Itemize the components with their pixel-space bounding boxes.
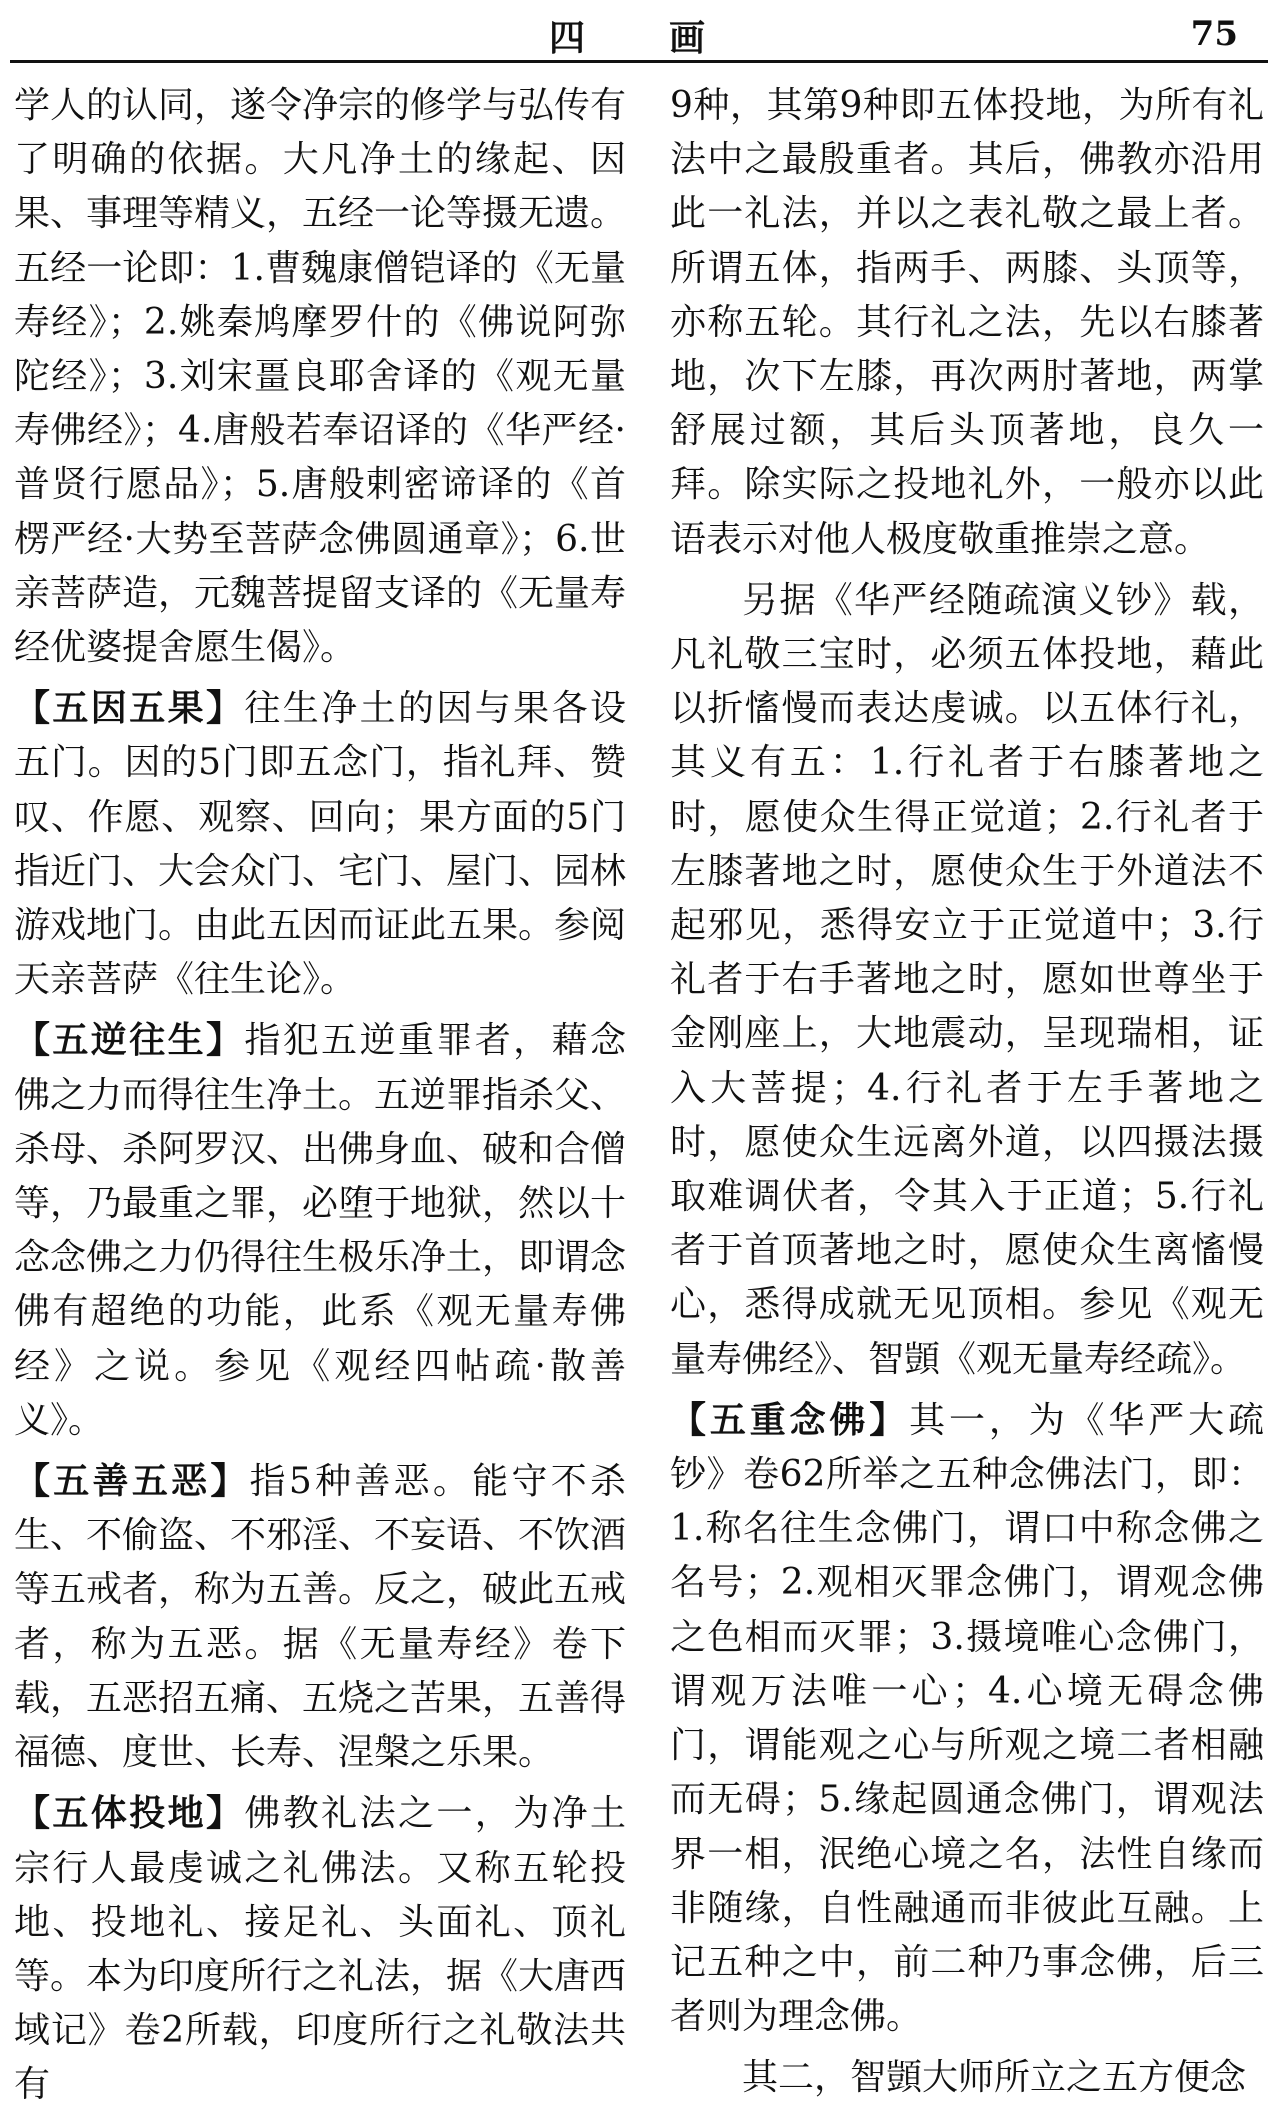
- dictionary-entry: [670, 573, 1264, 1387]
- right-column: [670, 78, 1264, 2099]
- running-head-title: 四 画: [548, 17, 729, 59]
- dictionary-entry: [14, 681, 626, 1007]
- dictionary-entry: [14, 1786, 626, 2112]
- dictionary-entry: [14, 78, 626, 675]
- entry-term: 【五体投地】: [14, 1792, 245, 1835]
- entry-term: 【五逆往生】: [14, 1019, 245, 1062]
- header-rule: [10, 60, 1268, 63]
- entry-term: 【五重念佛】: [670, 1398, 910, 1441]
- dictionary-entry: [14, 1013, 626, 1448]
- entry-text: 另据《华严经随疏演义钞》载，凡礼敬三宝时，必须五体投地，藉此以折慉慢而表达虔诚。以五体行礼，其义有五：1.行礼者于右膝著地之时，愿使众生得正觉道；2.行礼者于左膝著地之时，愿使众生于外道法不起邪见，悉得安立于正觉道中；3.行礼者于右手著地之时，愿如世尊坐于金刚座上，大地震动，呈现瑞相，证入大菩提；4.行礼者于左手著地之时，愿使众生远离外道，以四摄法摄取难调伏者，令其入于正道；5.行礼者于首顶著地之时，愿使众生离慉慢心，悉得成就无见顶相。参见《观无量寿佛经》、智顗《观无量寿经疏》。: [670, 579, 1264, 1380]
- dictionary-entry: [670, 1393, 1264, 2044]
- entry-text: 指5种善恶。能守不杀生、不偷盗、不邪淫、不妄语、不饮酒等五戒者，称为五善。反之，破此五戒者，称为五恶。据《无量寿经》卷下载，五恶招五痛、五烧之苦果，五善得福德、度世、长寿、涅槃之乐果。: [14, 1461, 627, 1774]
- entry-text: 9种，其第9种即五体投地，为所有礼法中之最殷重者。其后，佛教亦沿用此一礼法，并以之表礼敬之最上者。所谓五体，指两手、两膝、头顶等，亦称五轮。其行礼之法，先以右膝著地，次下左膝，再次两肘著地，两掌舒展过额，其后头顶著地，良久一拜。除实际之投地礼外，一般亦以此语表示对他人极度敬重推崇之意。: [670, 85, 1264, 560]
- page-header: [0, 0, 1278, 62]
- entry-term: 【五善五恶】: [14, 1460, 250, 1503]
- entry-text: 指犯五逆重罪者，藉念佛之力而得往生净土。五逆罪指杀父、杀母、杀阿罗汉、出佛身血、破和合僧等，乃最重之罪，必堕于地狱，然以十念念佛之力仍得往生极乐净土，即谓念佛有超绝的功能，此系《观无量寿佛经》之说。参见《观经四帖疏·散善义》。: [14, 1020, 627, 1441]
- entry-text: 其二，智顗大师所立之五方便念: [742, 2057, 1247, 2099]
- entry-text: 往生净土的因与果各设五门。因的5门即五念门，指礼拜、赞叹、作愿、观察、回向；果方面的5门指近门、大会众门、宅门、屋门、园林游戏地门。由此五因而证此五果。参阅天亲菩萨《往生论》。: [14, 688, 627, 1001]
- page-number: 75: [1190, 14, 1238, 54]
- left-column: [14, 78, 627, 2106]
- entry-text: 佛教礼法之一，为净土宗行人最虔诚之礼佛法。又称五轮投地、投地礼、接足礼、头面礼、顶礼等。本为印度所行之礼法，据《大唐西域记》卷2所载，印度所行之礼敬法共有: [14, 1793, 627, 2106]
- dictionary-entry: [14, 1454, 626, 1780]
- dictionary-entry: [670, 78, 1264, 567]
- entry-text: 其一，为《华严大疏钞》卷62所举之五种念佛法门，即：1.称名往生念佛门，谓口中称念佛之名号；2.观相灭罪念佛门，谓观念佛之色相而灭罪；3.摄境唯心念佛门，谓观万法唯一心；4.心境无碍念佛门，谓能观之心与所观之境二者相融而无碍；5.缘起圆通念佛门，谓观法界一相，泯绝心境之名，法性自缘而非随缘，自性融通而非彼此互融。上记五种之中，前二种乃事念佛，后三者则为理念佛。: [670, 1399, 1264, 2038]
- entry-term: 【五因五果】: [14, 687, 245, 730]
- entry-text: 学人的认同，遂令净宗的修学与弘传有了明确的依据。大凡净土的缘起、因果、事理等精义，五经一论等摄无遗。五经一论即：1.曹魏康僧铠译的《无量寿经》；2.姚秦鸠摩罗什的《佛说阿弥陀经》；3.刘宋畺良耶舍译的《观无量寿佛经》；4.唐般若奉诏译的《华严经·普贤行愿品》；5.唐般剌密谛译的《首楞严经·大势至菩萨念佛圆通章》；6.世亲菩萨造，元魏菩提留支译的《无量寿经优婆提舍愿生偈》。: [14, 85, 627, 669]
- dictionary-entry: [670, 2050, 1264, 2105]
